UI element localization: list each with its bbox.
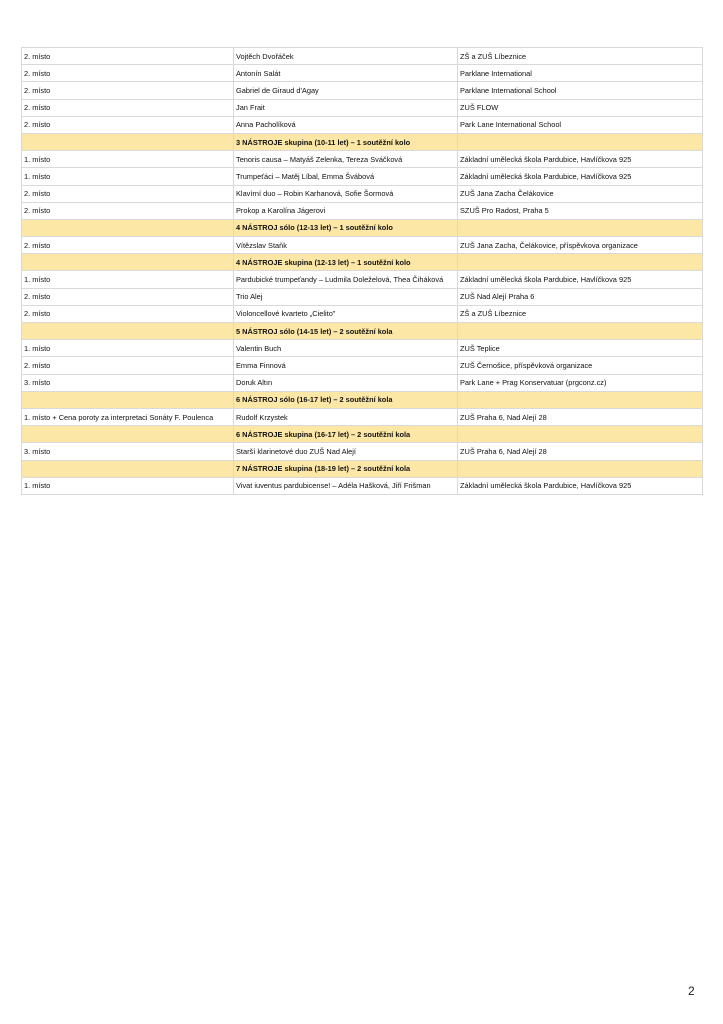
school-cell: Parklane International [458, 65, 703, 82]
school-cell: ZUŠ Praha 6, Nad Alejí 28 [458, 443, 703, 460]
school-cell: ZUŠ Nad Alejí Praha 6 [458, 288, 703, 305]
section-empty-cell [458, 219, 703, 236]
school-cell: ZŠ a ZUŠ Líbeznice [458, 305, 703, 322]
name-cell: Violoncellové kvarteto „Cielito" [234, 305, 458, 322]
place-cell: 2. místo [22, 116, 234, 133]
school-cell: Park Lane International School [458, 116, 703, 133]
place-cell: 2. místo [22, 202, 234, 219]
school-cell: Parklane International School [458, 82, 703, 99]
name-cell: Valentin Buch [234, 340, 458, 357]
school-cell: Základní umělecká škola Pardubice, Havlíčkova 925 [458, 151, 703, 168]
section-empty-cell [22, 426, 234, 443]
results-table-body [22, 48, 703, 495]
section-empty-cell [22, 133, 234, 150]
table-row [22, 357, 703, 374]
section-title: 6 NÁSTROJ sólo (16-17 let) – 2 soutěžní kola [234, 391, 458, 408]
section-header-row [22, 391, 703, 408]
section-empty-cell [458, 460, 703, 477]
school-cell: ZŠ a ZUŠ Líbeznice [458, 48, 703, 65]
school-cell: ZUŠ Praha 6, Nad Alejí 28 [458, 408, 703, 425]
name-cell: Prokop a Karolína Jágerovi [234, 202, 458, 219]
table-row [22, 48, 703, 65]
section-header-row [22, 133, 703, 150]
school-cell: Základní umělecká škola Pardubice, Havlíčkova 925 [458, 168, 703, 185]
place-cell: 2. místo [22, 305, 234, 322]
table-row [22, 443, 703, 460]
place-cell: 1. místo [22, 340, 234, 357]
table-row [22, 185, 703, 202]
place-cell: 3. místo [22, 443, 234, 460]
page-number: 2 [688, 984, 695, 998]
table-row [22, 408, 703, 425]
place-cell: 1. místo [22, 168, 234, 185]
school-cell: Základní umělecká škola Pardubice, Havlíčkova 925 [458, 477, 703, 494]
name-cell: Jan Frait [234, 99, 458, 116]
name-cell: Gabriel de Giraud d'Agay [234, 82, 458, 99]
place-cell: 3. místo [22, 374, 234, 391]
school-cell: ZUŠ Teplice [458, 340, 703, 357]
table-row [22, 271, 703, 288]
section-empty-cell [22, 254, 234, 271]
name-cell: Klavírní duo – Robin Karhanová, Sofie Šormová [234, 185, 458, 202]
section-title: 4 NÁSTROJE skupina (12-13 let) – 1 soutěžní kolo [234, 254, 458, 271]
place-cell: 2. místo [22, 237, 234, 254]
name-cell: Doruk Altın [234, 374, 458, 391]
section-empty-cell [458, 254, 703, 271]
section-empty-cell [22, 460, 234, 477]
results-table [21, 47, 703, 495]
section-empty-cell [458, 323, 703, 340]
place-cell: 2. místo [22, 99, 234, 116]
section-header-row [22, 254, 703, 271]
name-cell: Trumpeťáci – Matěj Líbal, Emma Švábová [234, 168, 458, 185]
school-cell: ZUŠ Černošice, příspěvková organizace [458, 357, 703, 374]
section-header-row [22, 426, 703, 443]
place-cell: 2. místo [22, 357, 234, 374]
table-row [22, 202, 703, 219]
place-cell: 1. místo [22, 151, 234, 168]
school-cell: ZUŠ Jana Zacha, Čelákovice, příspěvkova organizace [458, 237, 703, 254]
place-cell: 2. místo [22, 65, 234, 82]
table-row [22, 65, 703, 82]
school-cell: Park Lane + Prag Konservatuar (prgconz.cz) [458, 374, 703, 391]
section-header-row [22, 460, 703, 477]
table-row [22, 305, 703, 322]
section-header-row [22, 219, 703, 236]
school-cell: ZUŠ Jana Zacha Čelákovice [458, 185, 703, 202]
section-title: 4 NÁSTROJ sólo (12-13 let) – 1 soutěžní kolo [234, 219, 458, 236]
section-empty-cell [22, 391, 234, 408]
table-row [22, 340, 703, 357]
table-row [22, 151, 703, 168]
table-row [22, 168, 703, 185]
section-header-row [22, 323, 703, 340]
place-cell: 2. místo [22, 185, 234, 202]
name-cell: Vojtěch Dvořáček [234, 48, 458, 65]
name-cell: Vítězslav Staňk [234, 237, 458, 254]
section-empty-cell [22, 323, 234, 340]
section-title: 3 NÁSTROJE skupina (10-11 let) – 1 soutěžní kolo [234, 133, 458, 150]
table-row [22, 374, 703, 391]
table-row [22, 116, 703, 133]
name-cell: Anna Pacholíková [234, 116, 458, 133]
section-empty-cell [458, 133, 703, 150]
name-cell: Vivat iuventus pardubicense! – Adéla Hašková, Jiří Frišman [234, 477, 458, 494]
place-cell: 2. místo [22, 288, 234, 305]
table-row [22, 288, 703, 305]
name-cell: Tenoris causa – Matyáš Zelenka, Tereza Sváčková [234, 151, 458, 168]
name-cell: Antonín Salát [234, 65, 458, 82]
table-row [22, 99, 703, 116]
school-cell: Základní umělecká škola Pardubice, Havlíčkova 925 [458, 271, 703, 288]
place-cell: 2. místo [22, 48, 234, 65]
table-row [22, 237, 703, 254]
section-empty-cell [22, 219, 234, 236]
name-cell: Pardubické trumpeťandy – Ludmila Doleželová, Thea Čiháková [234, 271, 458, 288]
name-cell: Emma Finnová [234, 357, 458, 374]
name-cell: Trio Alej [234, 288, 458, 305]
place-cell: 2. místo [22, 82, 234, 99]
school-cell: SZUŠ Pro Radost, Praha 5 [458, 202, 703, 219]
name-cell: Starší klarinetové duo ZUŠ Nad Alejí [234, 443, 458, 460]
school-cell: ZUŠ FLOW [458, 99, 703, 116]
section-title: 5 NÁSTROJ sólo (14-15 let) – 2 soutěžní kola [234, 323, 458, 340]
section-empty-cell [458, 391, 703, 408]
table-row [22, 477, 703, 494]
place-cell: 1. místo [22, 477, 234, 494]
section-title: 6 NÁSTROJE skupina (16-17 let) – 2 soutěžní kola [234, 426, 458, 443]
section-title: 7 NÁSTROJE skupina (18-19 let) – 2 soutěžní kola [234, 460, 458, 477]
section-empty-cell [458, 426, 703, 443]
name-cell: Rudolf Krzystek [234, 408, 458, 425]
table-row [22, 82, 703, 99]
place-cell: 1. místo + Cena poroty za interpretaci Sonáty F. Poulenca [22, 408, 234, 425]
place-cell: 1. místo [22, 271, 234, 288]
